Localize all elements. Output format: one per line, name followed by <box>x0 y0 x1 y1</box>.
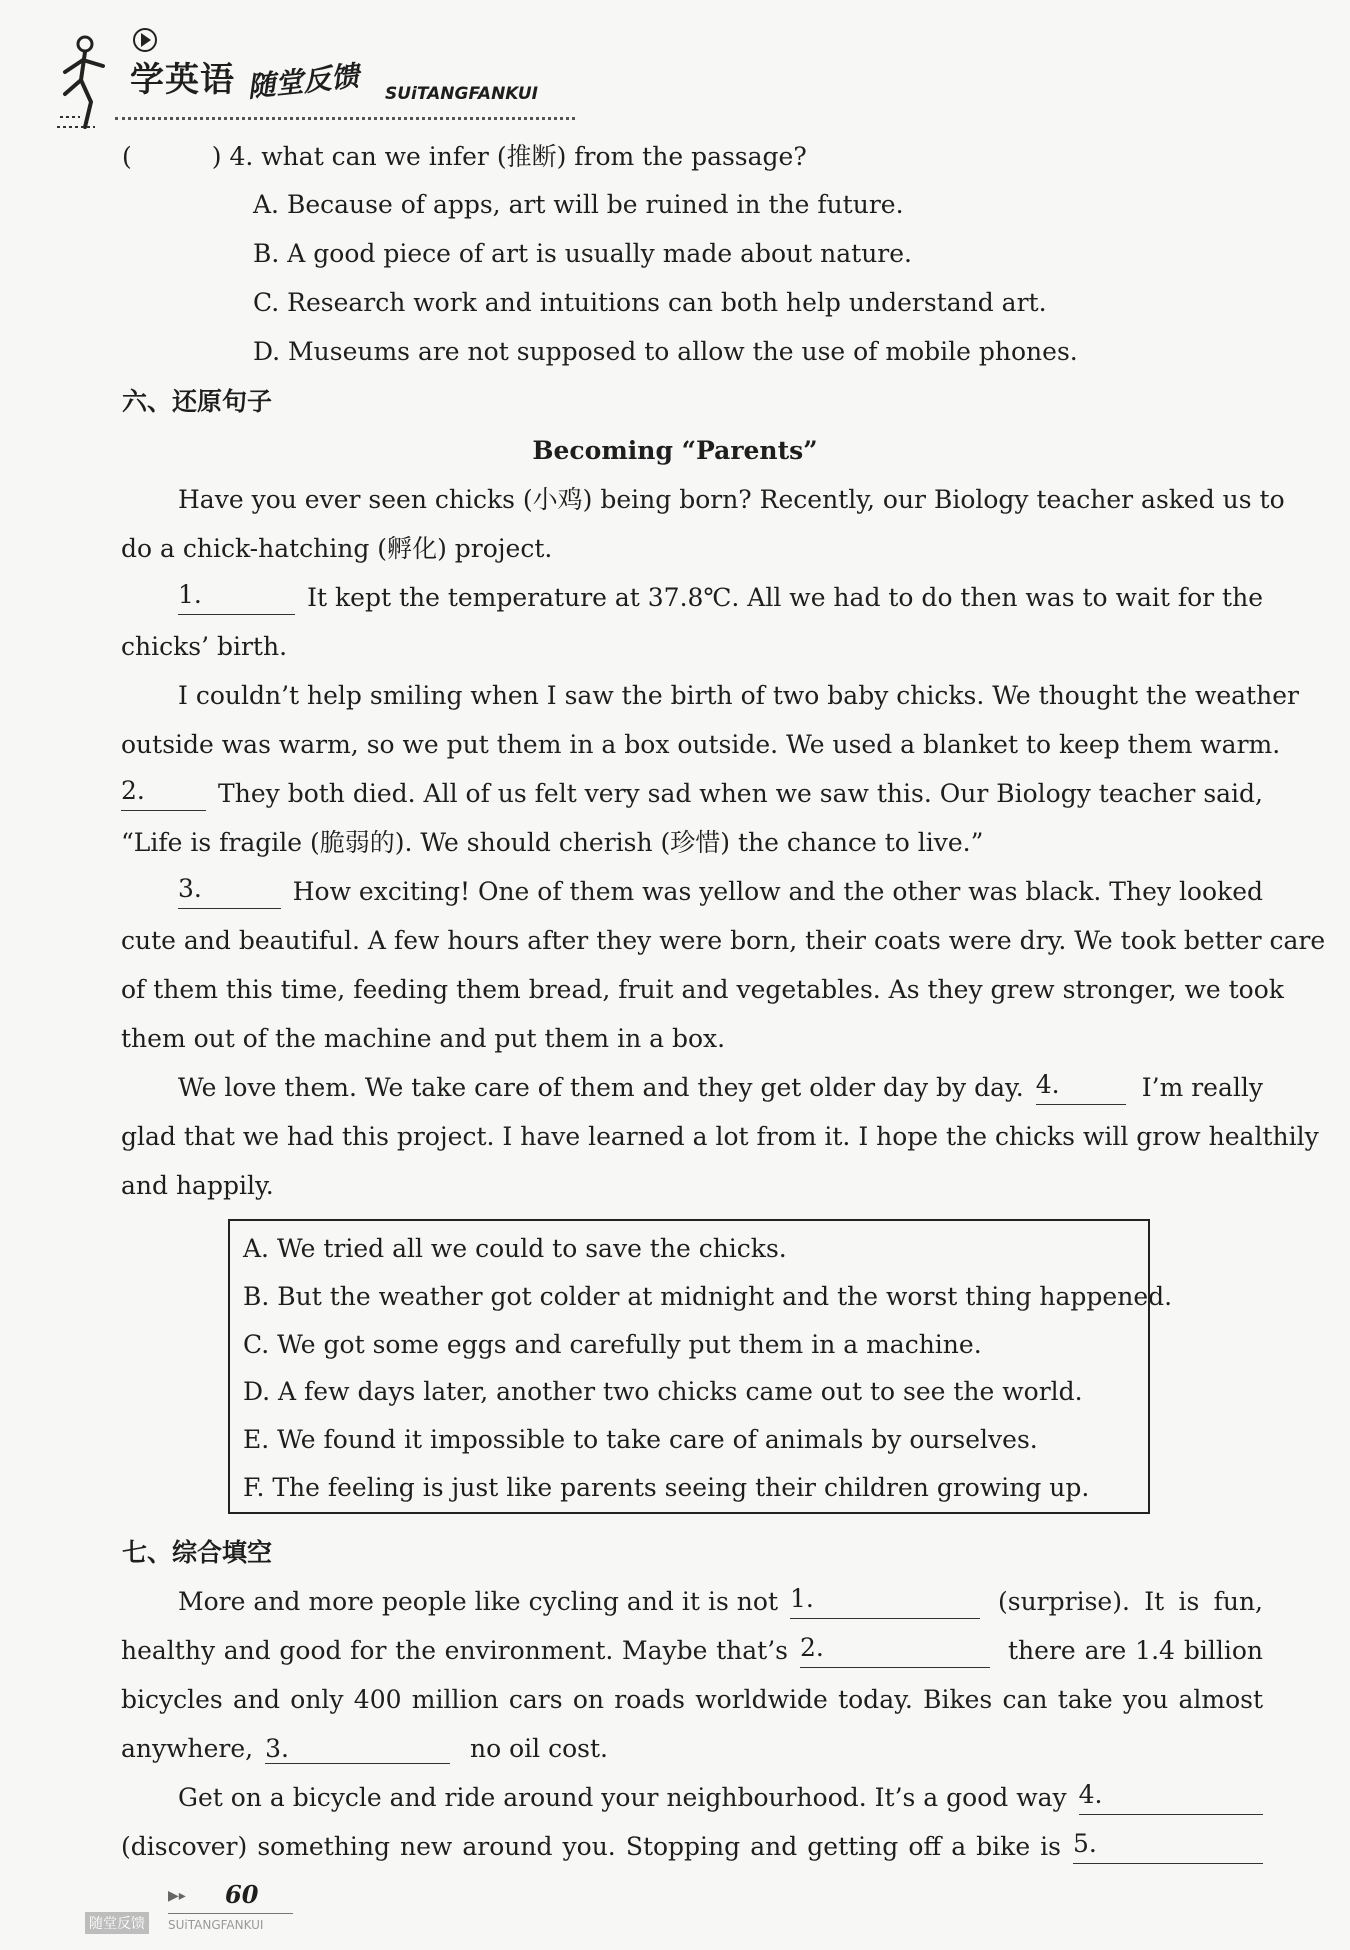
passage-text: They both died. All of us felt very sad when we saw this. Our Biology teacher said, <box>218 779 1263 808</box>
arrow-icon: ▶▸ <box>168 1888 186 1904</box>
passage-line <box>121 777 1263 811</box>
passage-text: It kept the temperature at 37.8℃. All we had to do then was to wait for the <box>307 583 1263 612</box>
passage-text: (discover) something new around you. Stopping and getting off a bike is <box>121 1832 1061 1861</box>
page-number: 60 <box>225 1880 259 1909</box>
passage-line <box>178 581 1263 615</box>
option-d: D. A few days later, another two chicks came out to see the world. <box>243 1377 1083 1406</box>
answer-blank[interactable]: 1. <box>790 1585 980 1619</box>
answer-blank[interactable]: 4. <box>1036 1071 1126 1105</box>
option-a: A. Because of apps, art will be ruined in the future. <box>253 190 904 219</box>
logo-english: SUiTANGFANKUI <box>385 84 538 104</box>
answer-blank[interactable]: 4. <box>1079 1781 1263 1815</box>
option-e: E. We found it impossible to take care of animals by ourselves. <box>243 1425 1038 1454</box>
passage-title: Becoming “Parents” <box>532 436 818 465</box>
answer-bracket-open: ( <box>122 142 132 171</box>
passage-text: How exciting! One of them was yellow and the other was black. They looked <box>292 877 1263 906</box>
page-header <box>55 22 1315 137</box>
passage-text: I’m really <box>1141 1073 1263 1102</box>
answer-blank[interactable]: 3. <box>265 1735 450 1764</box>
passage-line: glad that we had this project. I have learned a lot from it. I hope the chicks will grow healthily <box>121 1122 1319 1151</box>
footer-divider <box>168 1913 293 1914</box>
question-stem: 4. what can we infer (推断) from the passage? <box>229 142 807 171</box>
passage-line: of them this time, feeding them bread, fruit and vegetables. As they grew stronger, we took <box>121 975 1284 1004</box>
question-4 <box>122 140 807 174</box>
section-heading: 七、综合填空 <box>122 1538 273 1567</box>
passage-line <box>178 1071 1263 1105</box>
footer-logo: 随堂反馈 <box>85 1912 149 1934</box>
passage-line <box>178 1585 1263 1619</box>
passage-line: outside was warm, so we put them in a box outside. We used a blanket to keep them warm. <box>121 730 1281 759</box>
passage-line <box>178 1781 1263 1815</box>
section-heading: 六、还原句子 <box>122 387 273 416</box>
logo-text: 学英语 <box>130 60 235 100</box>
option-c: C. Research work and intuitions can both help understand art. <box>253 288 1047 317</box>
footer-logo-english: SUiTANGFANKUI <box>168 1918 264 1932</box>
passage-text: healthy and good for the environment. Maybe that’s <box>121 1636 788 1665</box>
header-divider <box>115 117 575 120</box>
passage-line: Have you ever seen chicks (小鸡) being born? Recently, our Biology teacher asked us to <box>178 485 1285 514</box>
option-b: B. But the weather got colder at midnight and the worst thing happened. <box>243 1282 1173 1311</box>
logo-subtitle: 随堂反馈 <box>245 59 361 104</box>
passage-line: them out of the machine and put them in a box. <box>121 1024 726 1053</box>
passage-line: “Life is fragile (脆弱的). We should cherish (珍惜) the chance to live.” <box>121 828 984 857</box>
passage-line: I couldn’t help smiling when I saw the birth of two baby chicks. We thought the weather <box>178 681 1299 710</box>
passage-line: and happily. <box>121 1171 274 1200</box>
passage-text: Get on a bicycle and ride around your neighbourhood. It’s a good way <box>178 1783 1067 1812</box>
answer-blank[interactable]: 2. <box>121 777 206 811</box>
passage-text: We love them. We take care of them and they get older day by day. <box>178 1073 1024 1102</box>
passage-line <box>178 875 1263 909</box>
passage-text: no oil cost. <box>470 1734 608 1763</box>
passage-line <box>121 1732 608 1766</box>
passage-line: do a chick-hatching (孵化) project. <box>121 534 553 563</box>
passage-line: cute and beautiful. A few hours after they were born, their coats were dry. We took better care <box>121 926 1326 955</box>
passage-text: (surprise). It is fun, <box>998 1587 1263 1616</box>
answer-blank[interactable]: 2. <box>800 1634 990 1668</box>
option-c: C. We got some eggs and carefully put them in a machine. <box>243 1330 982 1359</box>
play-icon <box>133 28 157 52</box>
passage-text: More and more people like cycling and it is not <box>178 1587 778 1616</box>
option-f: F. The feeling is just like parents seeing their children growing up. <box>243 1473 1090 1502</box>
answer-blank[interactable]: 3. <box>178 875 281 909</box>
option-d: D. Museums are not supposed to allow the use of mobile phones. <box>253 337 1078 366</box>
option-b: B. A good piece of art is usually made about nature. <box>253 239 912 268</box>
passage-line: bicycles and only 400 million cars on roads worldwide today. Bikes can take you almost <box>121 1685 1263 1714</box>
passage-line: chicks’ birth. <box>121 632 288 661</box>
passage-text: there are 1.4 billion <box>1008 1636 1263 1665</box>
answer-blank[interactable]: 1. <box>178 581 295 615</box>
passage-line <box>121 1634 1263 1668</box>
answer-blank[interactable]: 5. <box>1073 1830 1263 1864</box>
passage-text: anywhere, <box>121 1734 254 1763</box>
option-a: A. We tried all we could to save the chicks. <box>243 1234 787 1263</box>
answer-bracket-close: ) <box>211 142 222 171</box>
passage-line <box>121 1830 1263 1864</box>
